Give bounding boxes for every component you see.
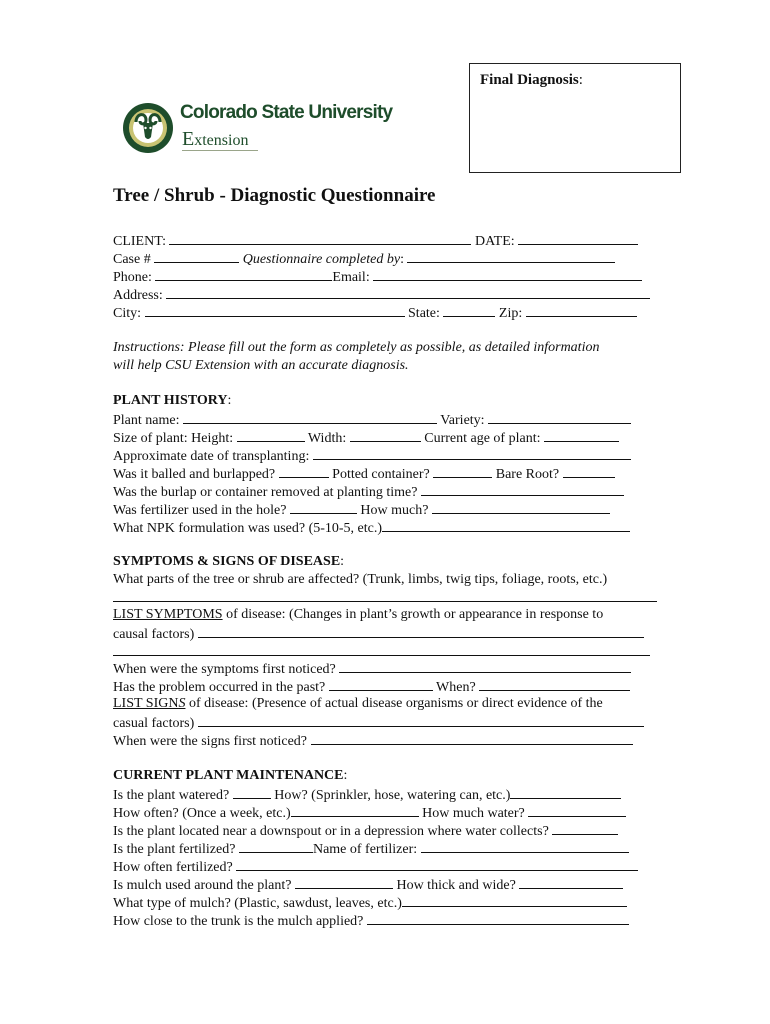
completed-by-input[interactable]	[407, 249, 615, 263]
mulch-close-row: How close to the trunk is the mulch applied?	[113, 911, 629, 930]
list-symptoms-row: LIST SYMPTOMS of disease: (Changes in plant’s growth or appearance in response to	[113, 607, 604, 622]
plant-name-input[interactable]	[183, 410, 437, 424]
mulch-size-input[interactable]	[519, 875, 623, 889]
zip-input[interactable]	[526, 303, 637, 317]
watered-input[interactable]	[233, 785, 271, 799]
case-number-input[interactable]	[154, 249, 239, 263]
phone-row: Phone: Email:	[113, 267, 642, 286]
page-title: Tree / Shrub - Diagnostic Questionnaire	[113, 185, 436, 206]
casual-factors-row: casual factors)	[113, 713, 644, 732]
parts-affected-row: What parts of the tree or shrub are affected? (Trunk, limbs, twig tips, foliage, roots, etc.)	[113, 572, 608, 587]
plant-history-heading: PLANT HISTORY:	[113, 393, 232, 408]
width-input[interactable]	[350, 428, 421, 442]
npk-row: What NPK formulation was used? (5-10-5, etc.)	[113, 518, 630, 537]
mulch-type-input[interactable]	[402, 893, 627, 907]
case-row: Case # Questionnaire completed by:	[113, 249, 615, 268]
maintenance-heading: CURRENT PLANT MAINTENANCE:	[113, 768, 348, 783]
fertilizer-name-input[interactable]	[421, 839, 629, 853]
potted-input[interactable]	[433, 464, 492, 478]
transplant-row: Approximate date of transplanting:	[113, 446, 631, 465]
final-diagnosis-label: Final Diagnosis:	[480, 72, 583, 88]
fertilizer-amount-input[interactable]	[432, 500, 610, 514]
balled-input[interactable]	[279, 464, 329, 478]
transplant-date-input[interactable]	[313, 446, 631, 460]
watering-frequency-input[interactable]	[291, 803, 419, 817]
university-name: Colorado State University	[180, 102, 393, 123]
symptoms-input-continued[interactable]	[113, 655, 650, 656]
symptoms-input[interactable]	[198, 624, 644, 638]
parts-affected-input[interactable]	[113, 601, 657, 602]
symptoms-noticed-row: When were the symptoms first noticed?	[113, 659, 631, 678]
extension-underline	[182, 150, 258, 151]
water-amount-input[interactable]	[528, 803, 626, 817]
fert-frequency-input[interactable]	[236, 857, 638, 871]
client-input[interactable]	[169, 231, 471, 245]
phone-input[interactable]	[155, 267, 332, 281]
date-input[interactable]	[518, 231, 638, 245]
occurred-past-input[interactable]	[329, 677, 433, 691]
address-input[interactable]	[166, 285, 650, 299]
watering-method-input[interactable]	[510, 785, 621, 799]
email-input[interactable]	[373, 267, 642, 281]
mulch-used-row: Is mulch used around the plant? How thick and wide?	[113, 875, 623, 894]
causal-factors-row: causal factors)	[113, 624, 644, 643]
csu-extension-logo	[122, 100, 392, 160]
downspout-input[interactable]	[552, 821, 618, 835]
mulch-used-input[interactable]	[295, 875, 393, 889]
fertilizer-hole-row: Was fertilizer used in the hole? How much?	[113, 500, 610, 519]
when-input[interactable]	[479, 677, 630, 691]
list-signs-row: LIST SIGNS of disease: (Presence of actual disease organisms or direct evidence of the	[113, 696, 603, 711]
fertilized-input[interactable]	[239, 839, 313, 853]
burlap-row: Was the burlap or container removed at planting time?	[113, 482, 624, 501]
burlap-removed-input[interactable]	[421, 482, 624, 496]
city-row: City: State: Zip:	[113, 303, 637, 322]
fertilizer-hole-input[interactable]	[290, 500, 357, 514]
age-input[interactable]	[544, 428, 619, 442]
occurred-past-row: Has the problem occurred in the past? When?	[113, 677, 630, 696]
client-row: CLIENT: DATE:	[113, 231, 638, 250]
final-diagnosis-box[interactable]	[469, 63, 681, 173]
watered-row: Is the plant watered? How? (Sprinkler, hose, watering can, etc.)	[113, 785, 621, 804]
ram-seal-icon	[122, 100, 174, 156]
npk-input[interactable]	[382, 518, 630, 532]
city-input[interactable]	[145, 303, 405, 317]
fertilized-row: Is the plant fertilized? Name of fertilizer:	[113, 839, 629, 858]
balled-row: Was it balled and burlapped? Potted container? Bare Root?	[113, 464, 615, 483]
extension-name: Extension	[182, 128, 249, 150]
signs-noticed-input[interactable]	[311, 731, 633, 745]
signs-noticed-row: When were the signs first noticed?	[113, 731, 633, 750]
variety-input[interactable]	[488, 410, 631, 424]
address-row: Address:	[113, 285, 650, 304]
fert-frequency-row: How often fertilized?	[113, 857, 638, 876]
plant-size-row: Size of plant: Height: Width: Current age of plant:	[113, 428, 619, 447]
bare-root-input[interactable]	[563, 464, 615, 478]
plant-name-row: Plant name: Variety:	[113, 410, 631, 429]
instructions-line-2: will help CSU Extension with an accurate diagnosis.	[113, 358, 409, 373]
instructions-line-1: Instructions: Please fill out the form as completely as possible, as detailed information	[113, 340, 600, 355]
signs-input[interactable]	[198, 713, 644, 727]
mulch-distance-input[interactable]	[367, 911, 629, 925]
how-often-row: How often? (Once a week, etc.) How much water?	[113, 803, 626, 822]
symptoms-noticed-input[interactable]	[339, 659, 631, 673]
symptoms-heading: SYMPTOMS & SIGNS OF DISEASE:	[113, 554, 345, 569]
mulch-type-row: What type of mulch? (Plastic, sawdust, leaves, etc.)	[113, 893, 627, 912]
downspout-row: Is the plant located near a downspout or in a depression where water collects?	[113, 821, 618, 840]
state-input[interactable]	[443, 303, 495, 317]
height-input[interactable]	[237, 428, 305, 442]
